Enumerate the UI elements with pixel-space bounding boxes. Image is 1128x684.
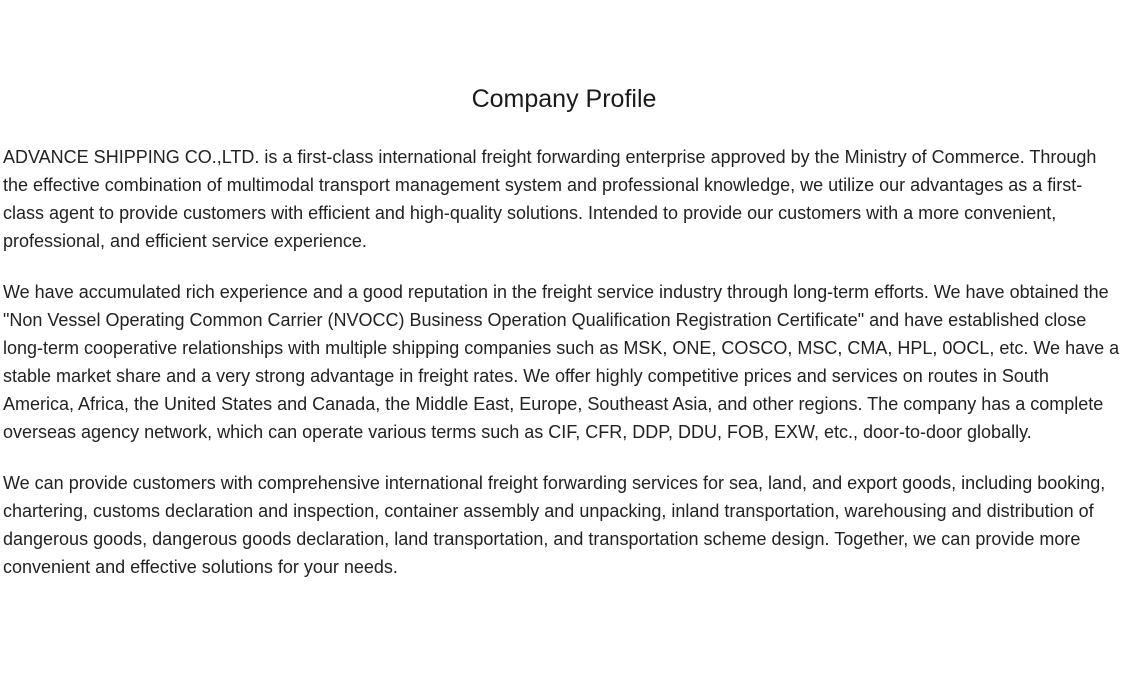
page-title: Company Profile xyxy=(471,85,657,113)
profile-paragraph-experience: We have accumulated rich experience and a good reputation in the freight service industry through long-term efforts. We have obtained the "Non Vessel Operating Common Carrier (NVOCC) Business Operation Qualification Registration Certificate" and have established close long-term cooperative relationships with multiple shipping companies such as MSK, ONE, COSCO, MSC, CMA, HPL, 0OCL, etc. We have a stable market share and a very strong advantage in freight rates. We offer highly competitive prices and services on routes in South America, Africa, the United States and Canada, the Middle East, Europe, Southeast Asia, and other regions. The company has a complete overseas agency network, which can operate various terms such as CIF, CFR, DDP, DDU, FOB, EXW, etc., door-to-door globally. xyxy=(3,282,1120,442)
profile-paragraph-services: We can provide customers with comprehensive international freight forwarding services for sea, land, and export goods, including booking, chartering, customs declaration and inspection, container assembly and unpacking, inland transportation, warehousing and distribution of dangerous goods, dangerous goods declaration, land transportation, and transportation scheme design. Together, we can provide more convenient and effective solutions for your needs. xyxy=(3,473,1106,577)
company-profile-section xyxy=(3,82,1123,581)
profile-paragraph-intro: ADVANCE SHIPPING CO.,LTD. is a first-class international freight forwarding enterprise approved by the Ministry of Commerce. Through the effective combination of multimodal transport management system and professional knowledge, we utilize our advantages as a first-class agent to provide customers with efficient and high-quality solutions. Intended to provide our customers with a more convenient, professional, and efficient service experience. xyxy=(3,147,1097,251)
